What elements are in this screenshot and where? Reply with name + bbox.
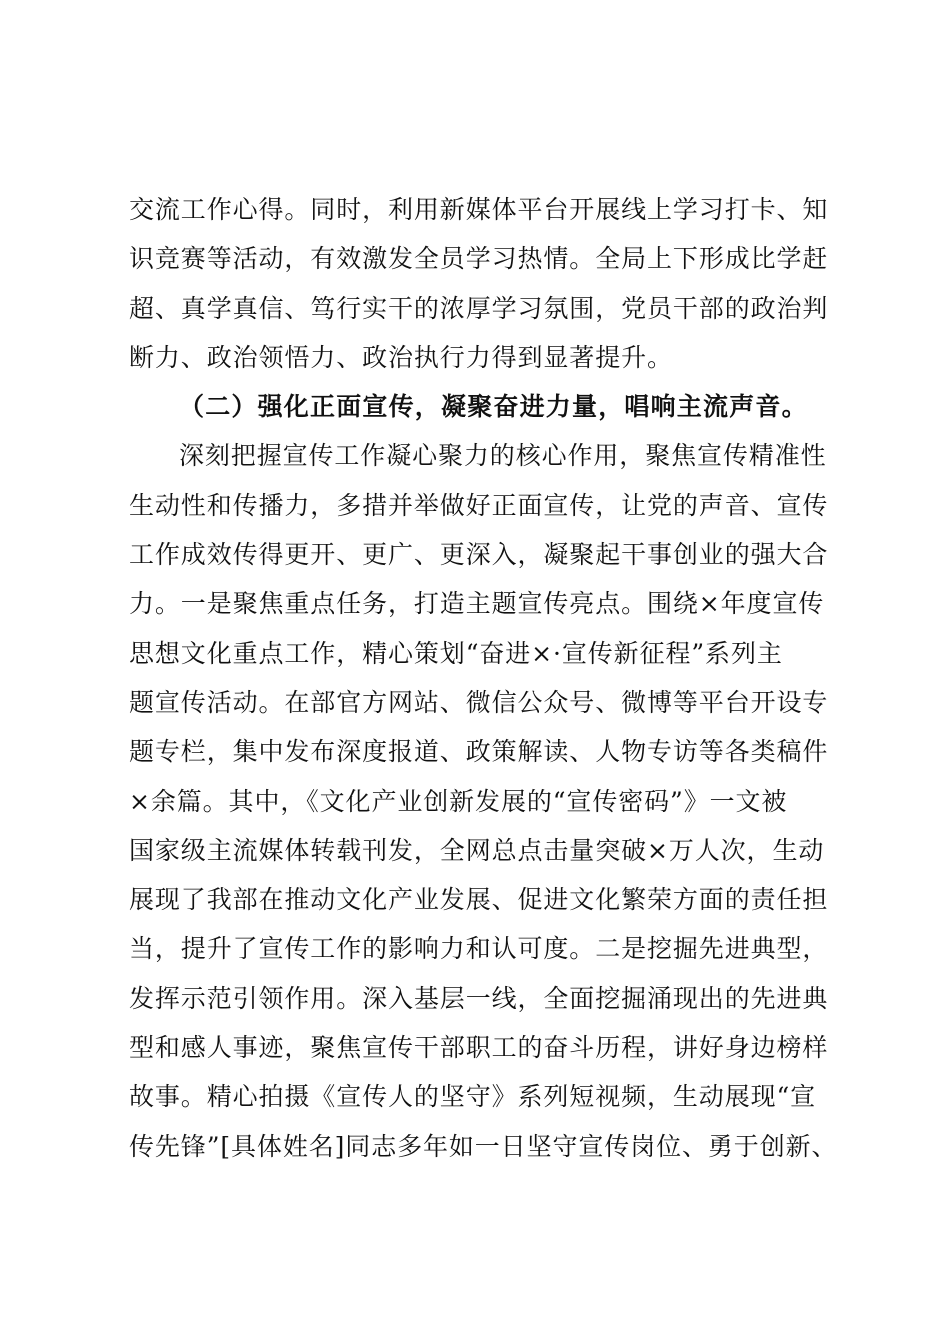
paragraph-line: 当，提升了宣传工作的影响力和认可度。二是挖掘先进典型，	[129, 934, 829, 964]
paragraph-line: 型和感人事迹，聚焦宣传干部职工的奋斗历程，讲好身边榜样	[129, 1033, 829, 1063]
paragraph-line: 断力、政治领悟力、政治执行力得到显著提升。	[129, 342, 673, 372]
paragraph-line: 传先锋”[具体姓名]同志多年如一日坚守宣传岗位、勇于创新、	[129, 1131, 838, 1161]
paragraph-line: 国家级主流媒体转载刊发，全网总点击量突破×万人次，生动	[129, 835, 825, 865]
paragraph-line: 故事。精心拍摄《宣传人的坚守》系列短视频，生动展现“宣	[129, 1082, 817, 1112]
paragraph-line: 发挥示范引领作用。深入基层一线，全面挖掘涌现出的先进典	[129, 983, 829, 1013]
paragraph-line: 超、真学真信、笃行实干的浓厚学习氛围，党员干部的政治判	[129, 293, 829, 323]
paragraph-line: 题专栏，集中发布深度报道、政策解读、人物专访等各类稿件	[129, 737, 829, 767]
paragraph-line: 交流工作心得。同时，利用新媒体平台开展线上学习打卡、知	[129, 195, 829, 224]
paragraph-line: 工作成效传得更开、更广、更深入，凝聚起干事创业的强大合	[129, 540, 829, 570]
paragraph-line: 展现了我部在推动文化产业发展、促进文化繁荣方面的责任担	[129, 885, 829, 915]
body-text	[129, 185, 838, 1171]
paragraph-line: 生动性和传播力，多措并举做好正面宣传，让党的声音、宣传	[129, 490, 829, 520]
paragraph-line: 识竞赛等活动，有效激发全员学习热情。全局上下形成比学赶	[129, 244, 829, 274]
paragraph-line: 思想文化重点工作，精心策划“奋进×·宣传新征程”系列主	[129, 638, 783, 668]
paragraph-line: 力。一是聚焦重点任务，打造主题宣传亮点。围绕×年度宣传	[129, 589, 825, 619]
paragraph-line: ×余篇。其中，《文化产业创新发展的“宣传密码”》一文被	[129, 786, 788, 816]
section-heading: （二）强化正面宣传，凝聚奋进力量，唱响主流声音。	[179, 392, 808, 422]
paragraph-line: 深刻把握宣传工作凝心聚力的核心作用，聚焦宣传精准性	[179, 441, 827, 471]
paragraph-line: 题宣传活动。在部官方网站、微信公众号、微博等平台开设专	[129, 687, 829, 717]
